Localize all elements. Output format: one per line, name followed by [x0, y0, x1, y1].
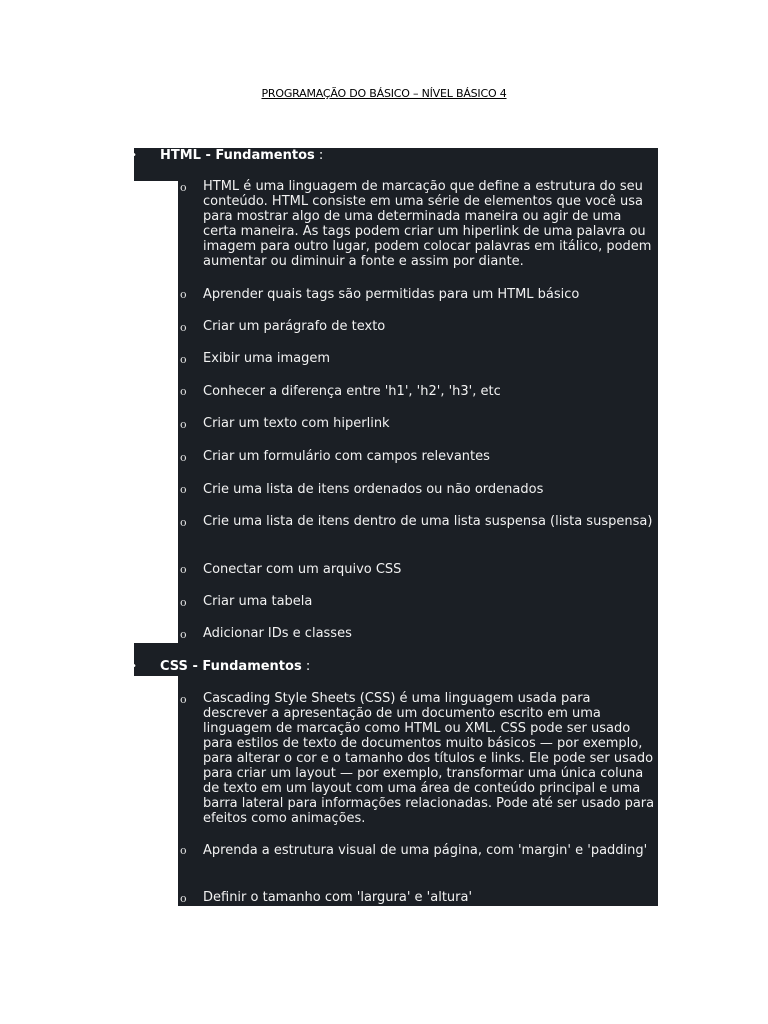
html-item-headings: Conhecer a diferença entre 'h1', 'h2', 'h3', etc [203, 384, 501, 399]
sub-bullet: o [180, 693, 187, 706]
sub-bullet: o [180, 596, 187, 609]
html-item-table: Criar uma tabela [203, 594, 313, 609]
html-item-form: Criar um formulário com campos relevantes [203, 449, 490, 464]
html-item-paragraph: Criar um parágrafo de texto [203, 319, 386, 334]
sub-bullet: o [180, 844, 187, 857]
sub-bullet: o [180, 181, 187, 194]
sub-bullet: o [180, 483, 187, 496]
css-topic-heading [160, 659, 310, 675]
sub-bullet: o [180, 288, 187, 301]
sub-bullet: o [180, 353, 187, 366]
html-item-ids-classes: Adicionar IDs e classes [203, 626, 352, 641]
html-item-hyperlink: Criar um texto com hiperlink [203, 416, 390, 431]
html-topic-bullet: • [131, 150, 137, 161]
html-item-dropdown-list: Crie uma lista de itens dentro de uma lista suspensa (lista suspensa) [203, 514, 653, 529]
css-item-box-model: Aprenda a estrutura visual de uma página, com 'margin' e 'padding' [203, 843, 648, 858]
sub-bullet: o [180, 892, 187, 905]
html-item-list: Crie uma lista de itens ordenados ou não ordenados [203, 482, 544, 497]
css-topic-bullet: • [131, 661, 137, 672]
sub-bullet: o [180, 385, 187, 398]
css-item-size: Definir o tamanho com 'largura' e 'altura' [203, 890, 473, 905]
css-topic-heading-text: CSS - Fundamentos [160, 659, 302, 674]
sub-bullet: o [180, 516, 187, 529]
sub-bullet: o [180, 628, 187, 641]
html-item-image: Exibir uma imagem [203, 351, 331, 366]
html-topic-heading-text: HTML - Fundamentos [160, 148, 315, 163]
html-topic-heading [160, 148, 323, 164]
document-title: PROGRAMAÇÃO DO BÁSICO – NÍVEL BÁSICO 4 [261, 87, 507, 100]
html-item-tags: Aprender quais tags são permitidas para um HTML básico [203, 287, 580, 302]
html-item-css-link: Conectar com um arquivo CSS [203, 562, 402, 577]
css-topic-heading-suffix: : [301, 659, 311, 674]
html-topic-heading-suffix: : [314, 148, 324, 163]
sub-bullet: o [180, 451, 187, 464]
sub-bullet: o [180, 563, 187, 576]
html-item-description: HTML é uma linguagem de marcação que define a estrutura do seu conteúdo. HTML consiste em uma série de elementos que você usa para mostrar algo de uma determinada maneira ou agir de uma certa maneira. As tags podem criar um hiperlink de uma palavra ou imagem para outro lugar, podem colocar palavras em itálico, podem aumentar ou diminuir a fonte e assim por diante. [203, 179, 652, 269]
sub-bullet: o [180, 321, 187, 334]
css-item-description: Cascading Style Sheets (CSS) é uma linguagem usada para descrever a apresentação de um documento escrito em uma linguagem de marcação como HTML ou XML. CSS pode ser usado para estilos de texto de documentos muito básicos — por exemplo, para alterar o cor e o tamanho dos títulos e links. Ele pode ser usado para criar um layout — por exemplo, transformar uma única coluna de texto em um layout com uma área de conteúdo principal e uma barra lateral para informações relacionadas. Pode até ser usado para efeitos como animações. [203, 691, 655, 826]
sub-bullet: o [180, 418, 187, 431]
